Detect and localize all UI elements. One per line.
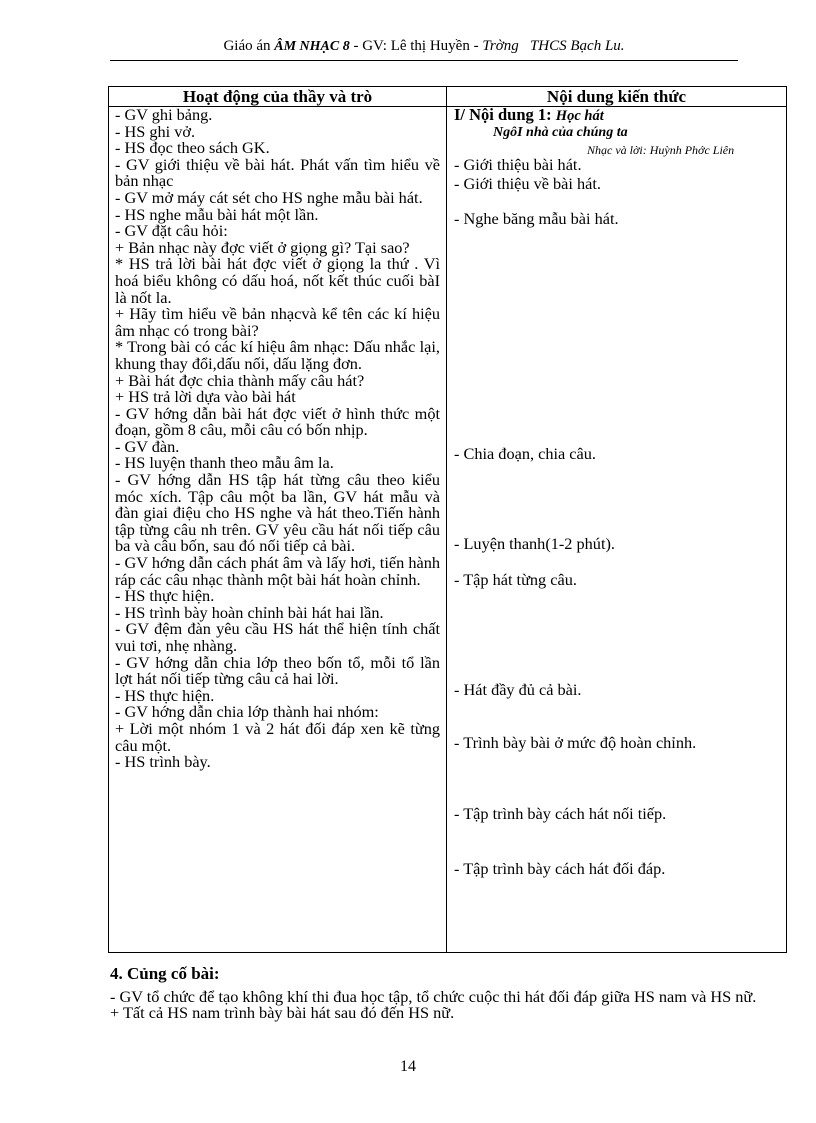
- column-header-content: Nội dung kiến thức: [447, 87, 787, 107]
- table-body-row: [109, 107, 787, 953]
- content-item: - Tập hát từng câu.: [454, 570, 577, 589]
- activity-line: - HS đọc theo sách GK.: [115, 138, 270, 158]
- activity-line: + Hãy tìm hiểu về bản nhạcvà kể tên các kí hiệu âm nhạc có trong bài?: [115, 304, 440, 340]
- content-item: - Giới thiệu về bài hát.: [454, 174, 601, 193]
- activity-line: - GV ghi bảng.: [115, 105, 213, 124]
- content-item: - Tập trình bày cách hát đối đáp.: [454, 859, 666, 878]
- activity-line: - HS thực hiện.: [115, 586, 215, 606]
- song-author: Nhạc và lời: Huỳnh Phớc Liên: [587, 143, 735, 157]
- consolidation-line: - GV tổ chức để tạo không khí thi đua học tập, tổ chức cuộc thi hát đối đáp giữa HS nam và HS nữ.: [110, 986, 757, 1006]
- section-separator: :: [546, 105, 552, 124]
- content-cell: [447, 107, 787, 953]
- lesson-table: [108, 86, 787, 953]
- activity-line: - HS luyện thanh theo mẫu âm la.: [115, 453, 334, 473]
- content-item: - Luyện thanh(1-2 phút).: [454, 534, 615, 553]
- activity-line: - GV đàn.: [115, 436, 180, 456]
- activity-line: - GV hớng dẫn bài hát đợc viết ở hình thức một đoạn, gồm 8 câu, mỗi câu có bốn nhịp.: [115, 403, 440, 440]
- header-teacher: - GV: Lê thị Huyền: [353, 38, 470, 54]
- section-label: I/ Nội dung 1: [454, 105, 547, 124]
- section-topic: Học hát: [555, 108, 604, 124]
- content-item: - Giới thiệu bài hát.: [454, 155, 582, 174]
- activity-line: - HS thực hiện.: [115, 685, 215, 705]
- activity-line: + Bài hát đợc chia thành mấy câu hát?: [115, 370, 365, 390]
- activity-line: - GV đệm đàn yêu cầu HS hát thể hiện tính chất vui tơi, nhẹ nhàng.: [115, 619, 440, 655]
- activity-line: - GV giới thiệu về bài hát. Phát vấn tìm hiểu về bản nhạc: [115, 154, 440, 191]
- consolidation-section: [110, 966, 770, 1022]
- consolidation-heading: 4. Củng cố bài:: [110, 964, 220, 983]
- song-title: NgôI nhà của chúng ta: [493, 125, 628, 140]
- activity-line: - HS trình bày hoàn chỉnh bài hát hai lần.: [115, 602, 384, 622]
- activity-line: - GV hớng dẫn chia lớp thành hai nhóm:: [115, 702, 379, 722]
- content-item: - Hát đầy đủ cả bài.: [454, 680, 582, 699]
- content-item: - Trình bày bài ở mức độ hoàn chỉnh.: [454, 733, 697, 752]
- activity-line: - GV hớng dẫn cách phát âm và lấy hơi, tiến hành ráp các câu nhạc thành một bài hát hoàn chỉnh.: [115, 553, 440, 589]
- activity-line: + Bản nhạc này đợc viết ở giọng gì? Tại sao?: [115, 237, 410, 257]
- activity-line: - GV hớng dẫn HS tập hát từng câu theo kiểu móc xích. Tập câu một ba lần, GV hát mẫu và đàn giai điệu cho HS nghe và hát theo.Tiến hành tập từng câu nh trên. GV yêu cầu hát nối tiếp câu ba và câu bốn, sau đó nối tiếp cả bài.: [115, 470, 440, 556]
- header-school-label: - Trờng: [473, 38, 519, 54]
- header-school: THCS Bạch Lu.: [529, 38, 625, 54]
- activity-line: - GV hớng dẫn chia lớp theo bốn tổ, mỗi tổ lần lợt hát nối tiếp từng câu cả hai lời.: [115, 652, 440, 689]
- content-item: - Nghe băng mẫu bài hát.: [454, 209, 619, 228]
- activity-line: - GV mở máy cát sét cho HS nghe mẫu bài hát.: [115, 187, 423, 207]
- activity-line: * Trong bài có các kí hiệu âm nhạc: Dấu nhắc lại, khung thay đổi,dấu nối, dấu lặng đơn.: [115, 337, 440, 373]
- activity-line: + HS trả lời dựa vào bài hát: [115, 387, 296, 407]
- activity-line: - HS nghe mẫu bài hát một lần.: [115, 204, 319, 224]
- page-number: 14: [400, 1058, 416, 1075]
- content-item: - Chia đoạn, chia câu.: [454, 444, 596, 463]
- activities-cell: [109, 107, 447, 953]
- section-title: [454, 107, 604, 125]
- activity-line: * HS trả lời bài hát đợc viết ở giọng la thứ . Vì hoá biểu không có dấu hoá, nốt kết thúc cuối bàI là nốt la.: [115, 254, 440, 307]
- consolidation-line: + Tất cả HS nam trình bày bài hát sau đó đến HS nữ.: [110, 1003, 455, 1023]
- content-item: - Tập trình bày cách hát nối tiếp.: [454, 804, 667, 823]
- activity-line: - HS trình bày.: [115, 752, 211, 772]
- header-subject: ÂM NHẠC 8: [274, 39, 350, 54]
- table-header-row: [109, 87, 787, 107]
- column-header-activities: Hoạt động của thầy và trò: [109, 87, 447, 107]
- page-header: [110, 38, 738, 61]
- activity-line: - GV đặt câu hỏi:: [115, 221, 228, 241]
- activity-line: + Lời một nhóm 1 và 2 hát đối đáp xen kẽ từng câu một.: [115, 718, 440, 755]
- header-prefix: Giáo án: [223, 38, 271, 54]
- activity-line: - HS ghi vở.: [115, 121, 196, 141]
